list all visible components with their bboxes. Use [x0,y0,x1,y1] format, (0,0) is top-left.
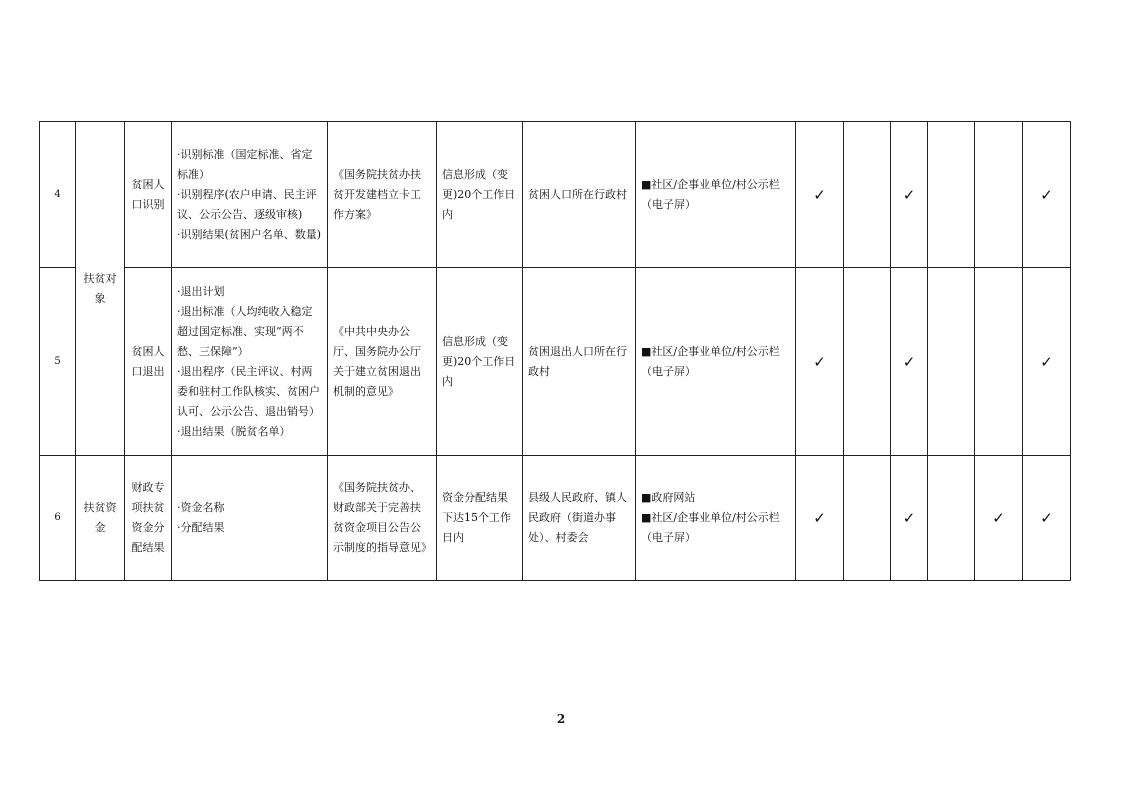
channel-cell [636,122,796,268]
category-cell: 扶贫对象 [76,122,125,456]
content-cell [172,456,328,581]
check-mark: ✓ [1023,456,1071,581]
basis-cell: 《国务院扶贫办、财政部关于完善扶贫资金项目公告公示制度的指导意见》 [328,456,437,581]
time-limit-cell: 资金分配结果下达15个工作日内 [437,456,523,581]
check-mark [975,122,1023,268]
content-line: ·退出计划 [177,284,225,298]
channel-line: ■社区/企事业单位/村公示栏（电子屏） [641,177,780,211]
content-line: ·资金名称 [177,501,225,514]
table-row [40,122,1071,268]
content-cell [172,122,328,268]
check-mark: ✓ [891,122,928,268]
item-cell: 财政专项扶贫资金分配结果 [125,456,172,581]
table-row [40,268,1071,456]
check-mark: ✓ [796,268,844,456]
basis-cell: 《国务院扶贫办扶贫开发建档立卡工作方案》 [328,122,437,268]
content-cell [172,268,328,456]
check-mark: ✓ [1023,268,1071,456]
check-mark [928,268,975,456]
table-row [40,456,1071,581]
item-cell: 贫困人口识别 [125,122,172,268]
check-mark: ✓ [891,268,928,456]
content-line: ·识别标准（国定标准、省定标准） [177,147,313,181]
check-mark: ✓ [975,456,1023,581]
subject-cell: 贫困人口所在行政村 [523,122,636,268]
check-mark [928,122,975,268]
basis-cell: 《中共中央办公厅、国务院办公厅关于建立贫困退出机制的意见》 [328,268,437,456]
channel-line: ■社区/企事业单位/村公示栏（电子屏） [641,511,780,544]
check-mark [844,456,891,581]
subject-cell: 县级人民政府、镇人民政府（街道办事处）、村委会 [523,456,636,581]
page-number: 2 [556,712,566,726]
content-line: ·识别程序(农户申请、民主评议、公示公告、逐级审核) [177,187,317,221]
item-cell: 贫困人口退出 [125,268,172,456]
channel-line: ■政府网站 [641,491,696,504]
check-mark: ✓ [891,456,928,581]
content-line: ·退出程序（民主评议、村两委和驻村工作队核实、贫困户认可、公示公告、退出销号） [177,364,320,418]
content-line: ·退出标准（人均纯收入稳定超过国定标准、实现“两不愁、三保障”） [177,304,313,358]
row-index: 4 [40,122,76,268]
channel-line: ■社区/企事业单位/村公示栏（电子屏） [641,344,780,378]
check-mark: ✓ [796,456,844,581]
disclosure-table [39,121,1071,581]
check-mark: ✓ [1023,122,1071,268]
row-index: 5 [40,268,76,456]
content-line: ·识别结果(贫困户名单、数量) [177,227,322,241]
content-line: ·退出结果（脱贫名单） [177,424,291,438]
channel-cell [636,456,796,581]
check-mark: ✓ [796,122,844,268]
check-mark [844,122,891,268]
check-mark [844,268,891,456]
subject-cell: 贫困退出人口所在行政村 [523,268,636,456]
channel-cell [636,268,796,456]
category-cell: 扶贫资金 [76,456,125,581]
check-mark [975,268,1023,456]
content-line: ·分配结果 [177,521,225,534]
row-index: 6 [40,456,76,581]
time-limit-cell: 信息形成（变更)20个工作日内 [437,268,523,456]
time-limit-cell: 信息形成（变更)20个工作日内 [437,122,523,268]
check-mark [928,456,975,581]
